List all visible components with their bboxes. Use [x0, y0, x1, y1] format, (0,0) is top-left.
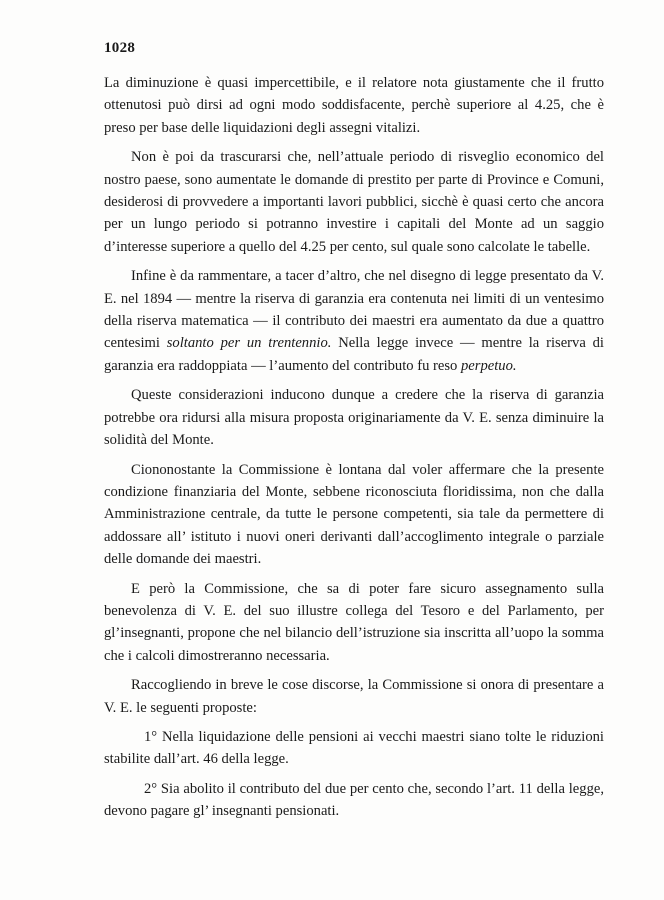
paragraph-5	[104, 459, 604, 571]
paragraph-6	[104, 578, 604, 668]
proposal-2-text: 2° Sia abolito il contributo del due per cento che, secondo l’art. 11 della legge, devono pagare gl’ insegnanti pensionati.	[104, 780, 604, 820]
paragraph-3	[104, 265, 604, 377]
paragraph-1-text: La diminuzione è quasi impercettibile, e il relatore nota giustamente che il frutto ottenutosi può dirsi ad ogni modo soddisfacente, perchè superiore al 4.25, che è preso per base delle liquidazioni degli assegni vitalizi.	[104, 75, 604, 136]
paragraph-4	[104, 384, 604, 451]
paragraph-3-text-a: Infine è da rammentare, a tacer d’altro, che nel disegno di legge presentato da V. E. nel 1894 — mentre la riserva di garanzia era contenuta nei limiti di un ventesimo della riserva matematica — il contributo dei maestri era aumentato da due a quattro centesimi	[104, 268, 604, 352]
proposal-2	[104, 778, 604, 823]
paragraph-1	[104, 72, 604, 139]
paragraph-7-text: Raccogliendo in breve le cose discorse, la Commissione si onora di presentare a V. E. le seguenti proposte:	[104, 677, 604, 716]
paragraph-2-text: Non è poi da trascurarsi che, nell’attuale periodo di risveglio economico del nostro paese, sono aumentate le domande di prestito per parte di Province e Comuni, desiderosi di provvedere a importanti lavori pubblici, sicchè è quasi certo che ancora per un lungo periodo si potranno investire i capitali del Monte ad un saggio d’interesse superiore a quello del 4.25 per cento, sul quale sono calcolate le tabelle.	[104, 149, 604, 255]
paragraph-4-text: Queste considerazioni inducono dunque a credere che la riserva di garanzia potrebbe ora ridursi alla misura proposta originariamente da V. E. senza diminuire la solidità del Monte.	[104, 387, 604, 449]
body-text	[104, 72, 604, 823]
paragraph-3-italic-a: soltanto per un trentennio.	[166, 335, 332, 352]
paragraph-3-text-b: Nella legge invece — mentre la riserva di garanzia era raddoppiata — l’aumento del contributo fu reso	[104, 335, 604, 374]
paragraph-7	[104, 674, 604, 719]
paragraph-6-text: E però la Commissione, che sa di poter fare sicuro assegnamento sulla benevolenza di V. E. del suo illustre collega del Tesoro e del Parlamento, per gl’insegnanti, propone che nel bilancio dell’istruzione sia inscritta all’uopo la somma che i calcoli dimostreranno necessaria.	[104, 580, 604, 664]
page-number: 1028	[104, 40, 136, 56]
proposal-1-text: 1° Nella liquidazione delle pensioni ai vecchi maestri siano tolte le riduzioni stabilite dall’art. 46 della legge.	[104, 728, 604, 768]
paragraph-5-text: Ciononostante la Commissione è lontana dal voler affermare che la presente condizione finanziaria del Monte, sebbene riconosciuta floridissima, non che dalla Amministrazione centrale, da tutte le persone competenti, sia tale da permettere di addossare all’ istituto i nuovi oneri derivanti dall’accoglimento integrale o parziale delle domande dei maestri.	[104, 461, 604, 568]
paragraph-3-italic-b: perpetuo.	[461, 357, 517, 374]
paragraph-2	[104, 146, 604, 258]
proposal-1	[104, 726, 604, 771]
